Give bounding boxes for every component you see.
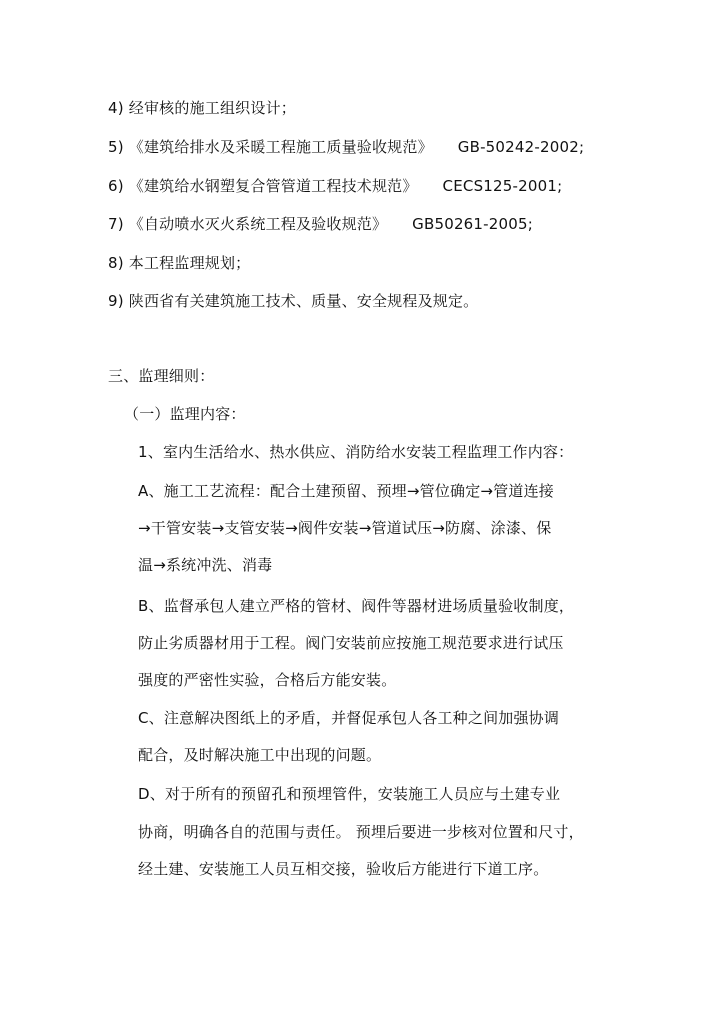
reference-item xyxy=(108,137,584,157)
paragraph-b-line: 防止劣质器材用于工程。阀门安装前应按施工规范要求进行试压 xyxy=(138,634,564,652)
paragraph-a-line: 温→系统冲洗、消毒 xyxy=(138,556,273,574)
reference-number: 8) xyxy=(108,254,124,272)
reference-text: 《建筑给排水及采暖工程施工质量验收规范》 xyxy=(128,138,433,156)
reference-item xyxy=(108,98,296,118)
reference-number: 5) xyxy=(108,138,124,156)
standard-code: GB-50242-2002; xyxy=(457,138,585,156)
reference-item xyxy=(108,214,533,234)
reference-text: 《建筑给水钢塑复合管管道工程技术规范》 xyxy=(128,177,418,195)
reference-text: 本工程监理规划； xyxy=(128,254,251,272)
paragraph-b-line: 强度的严密性实验，合格后方能安装。 xyxy=(138,671,397,689)
paragraph-d-line: 协商，明确各自的范围与责任。 预埋后要进一步核对位置和尺寸， xyxy=(138,823,584,841)
reference-item xyxy=(108,253,250,273)
paragraph-c-line: 配合，及时解决施工中出现的问题。 xyxy=(138,746,382,764)
reference-number: 7) xyxy=(108,215,124,233)
paragraph-b-line: B、监督承包人建立严格的管材、阀件等器材进场质量验收制度， xyxy=(138,597,575,615)
paragraph-c-line: C、注意解决图纸上的矛盾，并督促承包人各工种之间加强协调 xyxy=(138,709,560,727)
paragraph-a-line: A、施工工艺流程：配合土建预留、预埋→管位确定→管道连接 xyxy=(138,482,555,500)
subsection-title: （一）监理内容： xyxy=(124,405,246,423)
standard-code: CECS125-2001; xyxy=(442,177,563,195)
reference-text: 陕西省有关建筑施工技术、质量、安全规程及规定。 xyxy=(128,292,479,310)
reference-number: 4) xyxy=(108,99,124,117)
reference-text: 《自动喷水灭火系统工程及验收规范》 xyxy=(128,215,388,233)
reference-number: 6) xyxy=(108,177,124,195)
paragraph-a-line: →干管安装→支管安装→阀件安装→管道试压→防腐、涂漆、保 xyxy=(138,519,552,537)
reference-text: 经审核的施工组织设计； xyxy=(128,99,296,117)
paragraph-d-line: D、对于所有的预留孔和预埋管件，安装施工人员应与土建专业 xyxy=(138,785,561,803)
standard-code: GB50261-2005; xyxy=(412,215,534,233)
section-title: 三、监理细则： xyxy=(108,367,215,385)
reference-item xyxy=(108,176,562,196)
reference-number: 9) xyxy=(108,292,124,310)
item-title: 1、室内生活给水、热水供应、消防给水安装工程监理工作内容： xyxy=(138,443,574,461)
paragraph-d-line: 经土建、安装施工人员互相交接，验收后方能进行下道工序。 xyxy=(138,860,549,878)
reference-item xyxy=(108,291,478,311)
